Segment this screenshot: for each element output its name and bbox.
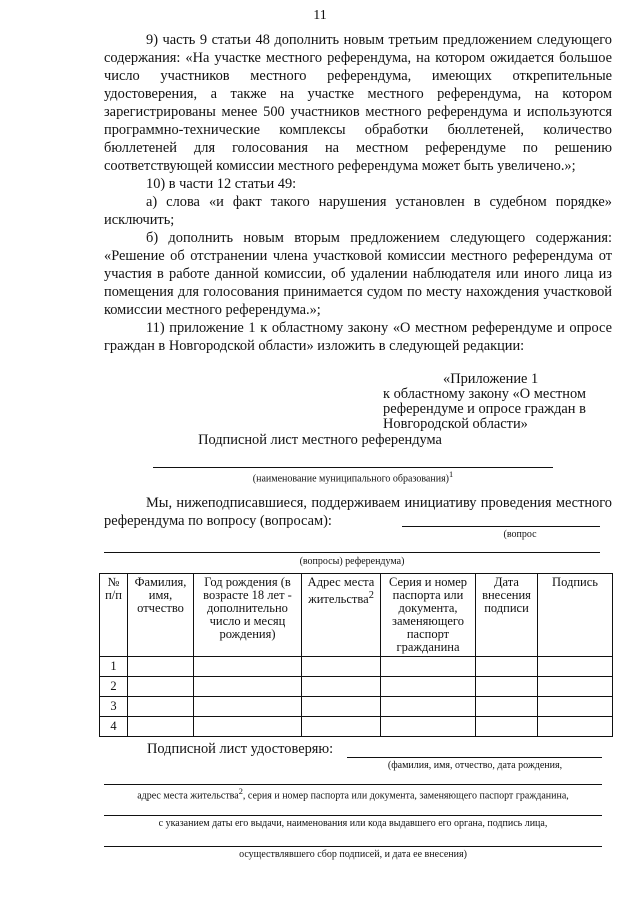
municipality-line: [153, 467, 553, 468]
paragraph-item-10a: а) слова «и факт такого нарушения установлен в судебном порядке» исключить;: [104, 194, 612, 228]
passport-cell[interactable]: [381, 657, 476, 677]
name-cell[interactable]: [128, 677, 194, 697]
question-note-1: (вопрос: [503, 529, 537, 540]
column-header-date: Дата внесения подписи: [476, 574, 538, 657]
table-row: [100, 677, 613, 697]
certifier-line-1: [347, 757, 602, 758]
passport-cell[interactable]: [381, 677, 476, 697]
date-cell[interactable]: [476, 717, 538, 737]
question-line-1: [402, 526, 600, 527]
appendix-title: «Приложение 1: [443, 371, 539, 387]
table-header-row: [100, 574, 613, 657]
certification-label: Подписной лист удостоверяю:: [147, 741, 334, 757]
certifier-note-2: адрес места жительства$^2$, серия и номер паспорта или документа, заменяющего паспорт гражданина,: [137, 787, 569, 802]
amendment-text: [104, 31, 612, 355]
column-header-name: Фамилия, имя, отчество: [128, 574, 194, 657]
address-cell[interactable]: [302, 717, 381, 737]
address-cell[interactable]: [302, 697, 381, 717]
signature-table: [99, 573, 613, 737]
birth-cell[interactable]: [194, 717, 302, 737]
signature-cell[interactable]: [538, 717, 613, 737]
name-cell[interactable]: [128, 657, 194, 677]
birth-cell[interactable]: [194, 697, 302, 717]
certifier-note-3: с указанием даты его выдачи, наименования или кода выдавшего его органа, подпись лица,: [158, 818, 548, 829]
question-line-2: [104, 552, 600, 553]
certifier-line-3: [104, 815, 602, 816]
name-cell[interactable]: [128, 697, 194, 717]
question-note-2: (вопросы) референдума): [299, 556, 405, 567]
certifier-note-4: осуществлявшего сбор подписей, и дата ее внесения): [239, 849, 467, 860]
column-header-passport: Серия и номер паспорта или документа, заменяющего паспорт гражданина: [381, 574, 476, 657]
certifier-line-4: [104, 846, 602, 847]
date-cell[interactable]: [476, 657, 538, 677]
certifier-note-1: (фамилия, имя, отчество, дата рождения,: [387, 760, 563, 771]
date-cell[interactable]: [476, 697, 538, 717]
row-number: 2: [100, 677, 128, 697]
column-header-number: № п/п: [100, 574, 128, 657]
passport-cell[interactable]: [381, 717, 476, 737]
column-header-birth-year: Год рождения (в возрасте 18 лет - дополнительно число и месяц рождения): [194, 574, 302, 657]
signature-cell[interactable]: [538, 697, 613, 717]
paragraph-item-10b: б) дополнить новым вторым предложением следующего содержания: «Решение об отстранении члена участковой комиссии местного референдума от участия в работе данной комиссии, об удалении наблюдателя или иного лица из помещения для голосования принимается судом по месту нахождения участковой комиссии местного референдума.»;: [104, 230, 612, 318]
appendix-heading: [383, 372, 613, 432]
passport-cell[interactable]: [381, 697, 476, 717]
signature-cell[interactable]: [538, 657, 613, 677]
row-number: 3: [100, 697, 128, 717]
paragraph-item-11: 11) приложение 1 к областному закону «О местном референдуме и опросе граждан в Новгородской области» изложить в следующей редакции:: [104, 320, 612, 354]
row-number: 1: [100, 657, 128, 677]
address-cell[interactable]: [302, 657, 381, 677]
column-header-address: Адрес места жительства$^2$: [302, 574, 381, 657]
support-statement: Мы, нижеподписавшиеся, поддерживаем инициативу проведения местного референдума по вопросу (вопросам):: [104, 495, 612, 529]
table-row: [100, 697, 613, 717]
birth-cell[interactable]: [194, 677, 302, 697]
birth-cell[interactable]: [194, 657, 302, 677]
paragraph-item-10: 10) в части 12 статьи 49:: [146, 176, 297, 192]
municipality-note: (наименование муниципального образования)$^1$: [252, 470, 454, 485]
column-header-signature: Подпись: [538, 574, 613, 657]
page-number: 11: [313, 8, 327, 23]
signature-cell[interactable]: [538, 677, 613, 697]
table-row: [100, 657, 613, 677]
paragraph-item-9: 9) часть 9 статьи 48 дополнить новым третьим предложением следующего содержания: «На участке местного референдума, на котором ожидается большое число участников местного референдума, имеющих открепительные удостоверения, а также на участке местного референдума, на котором зарегистрированы менее 500 участников местного референдума и используются программно-технические комплексы обработки бюллетеней, количество бюллетеней для голосования на местном референдуме по решению соответствующей комиссии местного референдума может быть увеличено.»;: [104, 32, 612, 174]
row-number: 4: [100, 717, 128, 737]
certifier-line-2: [104, 784, 602, 785]
name-cell[interactable]: [128, 717, 194, 737]
table-row: [100, 717, 613, 737]
form-title: Подписной лист местного референдума: [198, 432, 442, 448]
address-cell[interactable]: [302, 677, 381, 697]
appendix-subtitle: к областному закону «О местном референдуме и опросе граждан в Новгородской области»: [383, 386, 586, 432]
date-cell[interactable]: [476, 677, 538, 697]
